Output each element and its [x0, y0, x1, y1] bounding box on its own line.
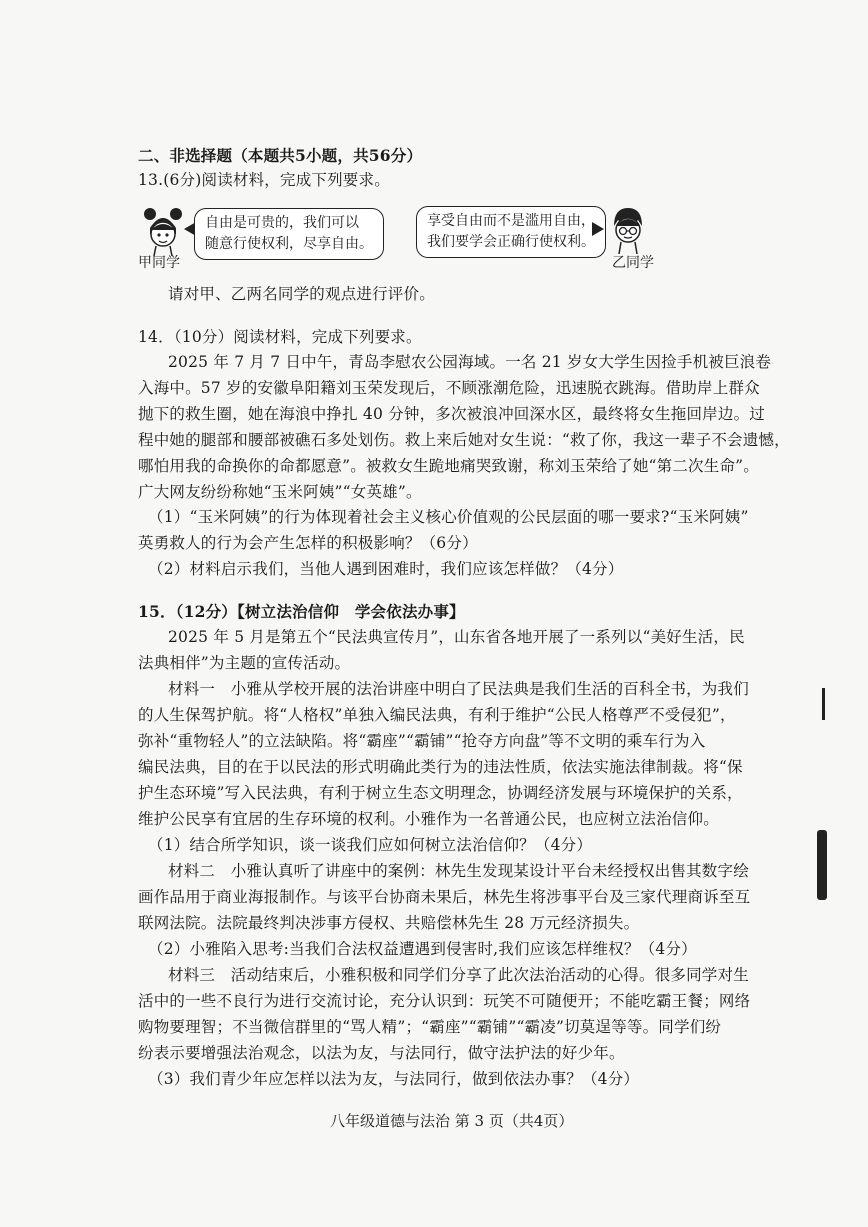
- q14-subquestion-2: （2）材料启示我们，当他人遇到困难时，我们应该怎样做？（4分）: [148, 560, 624, 578]
- q14-header: 14．（10分）阅读材料，完成下列要求。: [138, 328, 422, 346]
- q15-material-1-line: 护生态环境”写入民法典，有利于树立生态文明理念，协调经济发展与环境保护的关系，: [138, 784, 743, 802]
- scan-edge-mark: [817, 830, 827, 900]
- left-bubble-line-1: 自由是可贵的，我们可以: [205, 215, 359, 231]
- q14-paragraph-line: 2025 年 7 月 7 日中午，青岛李慰农公园海域。一名 21 岁女大学生因捡手机被巨浪卷: [168, 353, 772, 371]
- q15-material-2-line: 材料二 小雅认真听了讲座中的案例：林先生发现某设计平台未经授权出售其数字绘: [168, 862, 749, 880]
- left-bubble-line-2: 随意行使权利，尽享自由。: [205, 236, 373, 252]
- q14-paragraph-line: 入海中。57 岁的安徽阜阳籍刘玉荣发现后，不顾涨潮危险，迅速脱衣跳海。借助岸上群众: [138, 379, 760, 397]
- q15-material-3-line: 材料三 活动结束后，小雅积极和同学们分享了此次法治活动的心得。很多同学对生: [168, 966, 749, 984]
- q15-material-1-line: 材料一 小雅从学校开展的法治讲座中明白了民法典是我们生活的百科全书，为我们: [168, 680, 749, 698]
- right-student-label: 乙同学: [612, 255, 654, 271]
- page-footer: 八年级道德与法治 第 3 页（共4页）: [330, 1112, 574, 1130]
- q15-subquestion-3: （3）我们青少年应怎样以法为友，与法同行，做到依法办事？（4分）: [148, 1070, 640, 1088]
- q15-subquestion-2: （2）小雅陷入思考:当我们合法权益遭遇到侵害时,我们应该怎样维权？（4分）: [148, 940, 697, 958]
- scan-edge-mark: [822, 688, 825, 720]
- q15-subquestion-1: （1）结合所学知识，谈一谈我们应如何树立法治信仰？（4分）: [148, 836, 593, 854]
- boy-avatar-icon: [606, 204, 650, 256]
- right-speech-bubble: [416, 206, 606, 258]
- left-speech-bubble: [194, 208, 384, 260]
- q14-paragraph-line: 抛下的救生圈，她在海浪中挣扎 40 分钟，多次被浪冲回深水区，最终将女生拖回岸边。过: [138, 405, 765, 423]
- section-title: 二、非选择题（本题共5小题，共56分）: [138, 146, 423, 165]
- q15-material-3-line: 活中的一些不良行为进行交流讨论，充分认识到：玩笑不可随便开；不能吃霸王餐；网络: [138, 992, 751, 1010]
- q15-material-2-line: 联网法院。法院最终判决涉事方侵权、共赔偿林先生 28 万元经济损失。: [138, 914, 640, 932]
- q14-paragraph-line: 哪怕用我的命换你的命都愿意”。被救女生跪地痛哭致谢，称刘玉荣给了她“第二次生命”。: [138, 457, 759, 475]
- q15-header: 15．（12分）【树立法治信仰 学会依法办事】: [138, 602, 465, 621]
- q15-material-3-line: 购物要理智；不当微信群里的“骂人精”；“霸座”“霸铺”“霸凌”切莫逞等等。同学们纷: [138, 1018, 722, 1036]
- q13-question: 请对甲、乙两名同学的观点进行评价。: [168, 285, 435, 303]
- right-bubble-tail: [592, 222, 604, 236]
- left-student-label: 甲同学: [138, 255, 180, 271]
- q14-subquestion-1: （1）“玉米阿姨”的行为体现着社会主义核心价值观的公民层面的哪一要求?“玉米阿姨”: [148, 508, 749, 526]
- q15-material-3-line: 纷表示要增强法治观念，以法为友，与法同行，做守法护法的好少年。: [138, 1044, 625, 1062]
- girl-avatar-icon: [140, 204, 186, 256]
- q15-material-1-line: 编民法典，目的在于以民法的形式明确此类行为的违法性质，依法实施法律制裁。将“保: [138, 758, 743, 776]
- q15-material-2-line: 画作品用于商业海报制作。与该平台协商未果后，林先生将涉事平台及三家代理商诉至互: [138, 888, 751, 906]
- q15-material-1-line: 的人生保驾护航。将“人格权”单独入编民法典，有利于维护“公民人格尊严不受侵犯”，: [138, 706, 736, 724]
- q15-intro-line: 法典相伴”为主题的宣传活动。: [138, 654, 351, 672]
- q15-material-1-line: 弥补“重物轻人”的立法缺陷。将“霸座”“霸铺”“抢夺方向盘”等不文明的乘车行为入: [138, 732, 706, 750]
- right-bubble-line-1: 享受自由而不是滥用自由，: [427, 213, 595, 229]
- q14-subquestion-1-cont: 英勇救人的行为会产生怎样的积极影响？（6分）: [138, 534, 478, 552]
- q13-header: 13.(6分)阅读材料，完成下列要求。: [138, 171, 390, 189]
- q15-material-1-line: 维护公民享有宜居的生存环境的权利。小雅作为一名普通公民，也应树立法治信仰。: [138, 810, 719, 828]
- q15-intro-line: 2025 年 5 月是第五个“民法典宣传月”，山东省各地开展了一系列以“美好生活，民: [168, 628, 745, 646]
- right-bubble-line-2: 我们要学会正确行使权利。: [427, 234, 595, 250]
- q14-paragraph-line: 程中她的腿部和腰部被礁石多处划伤。救上来后她对女生说：“救了你，我这一辈子不会遗憾，: [138, 431, 790, 449]
- q14-paragraph-line: 广大网友纷纷称她“玉米阿姨”“女英雄”。: [138, 483, 422, 501]
